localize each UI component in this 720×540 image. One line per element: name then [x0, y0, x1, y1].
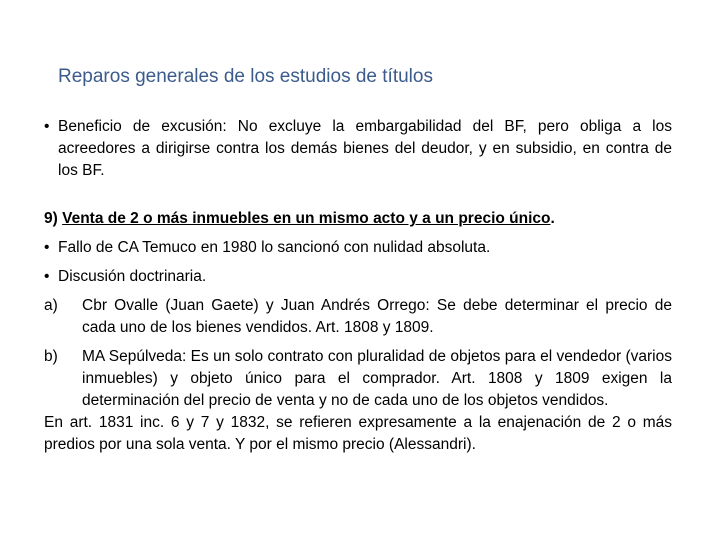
list-item [44, 237, 672, 259]
bullet-marker: • [44, 118, 50, 135]
excusion-text: Beneficio de excusión: No excluye la embargabilidad del BF, pero obliga a los acreedores a dirigirse contra los demás bienes del deudor, y en subsidio, en contra de los BF. [58, 118, 672, 179]
item-text: MA Sepúlveda: Es un solo contrato con pluralidad de objetos para el vendedor (varios inmuebles) y objeto único para el comprador. Art. 1808 y 1809 exigen la determinación del precio de venta y no de cada uno de los objetos vendidos. [82, 348, 672, 409]
bullet-text: Discusión doctrinaria. [58, 268, 207, 285]
section-9-heading [44, 208, 672, 230]
list-item [44, 266, 672, 288]
bullet-marker: • [44, 268, 50, 285]
excusion-bullet [44, 116, 672, 182]
item-label: a) [44, 297, 58, 314]
section-9 [44, 208, 672, 456]
section-heading-period: . [550, 210, 555, 227]
slide-title: Reparos generales de los estudios de títulos [58, 66, 433, 87]
bullet-text: Fallo de CA Temuco en 1980 lo sancionó con nulidad absoluta. [58, 239, 491, 256]
item-text: Cbr Ovalle (Juan Gaete) y Juan Andrés Orrego: Se debe determinar el precio de cada uno de los bienes vendidos. Art. 1808 y 1809. [82, 297, 672, 336]
section-heading-text: Venta de 2 o más inmuebles en un mismo acto y a un precio único [62, 210, 551, 227]
list-item [44, 346, 672, 412]
bullet-marker: • [44, 239, 50, 256]
item-label: b) [44, 348, 58, 365]
closing-paragraph: En art. 1831 inc. 6 y 7 y 1832, se refieren expresamente a la enajenación de 2 o más predios por una sola venta. Y por el mismo precio (Alessandri). [44, 414, 672, 453]
list-item [44, 295, 672, 339]
section-number: 9) [44, 210, 58, 227]
